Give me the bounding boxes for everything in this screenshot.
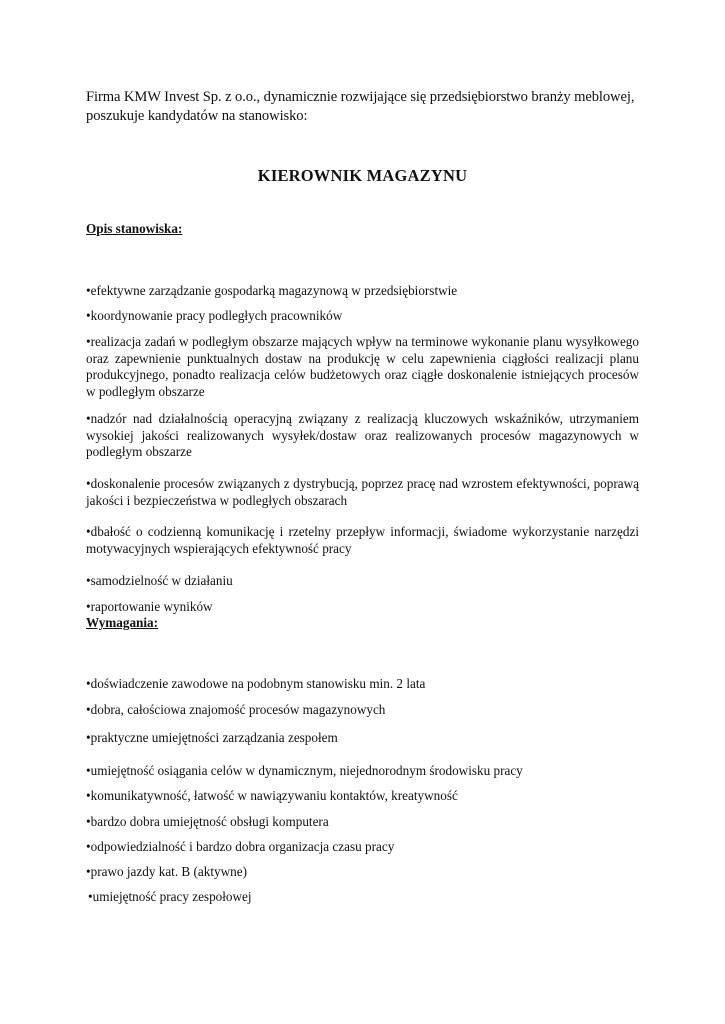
- opis-item: • raportowanie wyników: [86, 599, 639, 616]
- intro-paragraph: Firma KMW Invest Sp. z o.o., dynamicznie rozwijające się przedsiębiorstwo branży meblowej, poszukuje kandydatów na stanowisko:: [86, 89, 635, 124]
- wymagania-item: • praktyczne umiejętności zarządzania zespołem: [86, 730, 639, 747]
- opis-item: • dbałość o codzienną komunikację i rzetelny przepływ informacji, świadome wykorzystanie narzędzi motywacyjnych wspierających efektywność pracy: [86, 524, 639, 557]
- wymagania-item: • komunikatywność, łatwość w nawiązywaniu kontaktów, kreatywność: [86, 788, 639, 805]
- wymagania-item: • umiejętność osiągania celów w dynamicznym, niejednorodnym środowisku pracy: [86, 763, 639, 780]
- job-title: KIEROWNIK MAGAZYNU: [257, 166, 468, 185]
- wymagania-item: • prawo jazdy kat. B (aktywne): [86, 864, 639, 881]
- wymagania-item: • umiejętność pracy zespołowej: [88, 889, 641, 906]
- opis-item: • nadzór nad działalnością operacyjną związany z realizacją kluczowych wskaźników, utrzymaniem wysokiej jakości realizowanych wysyłek/dostaw oraz realizowanych procesów magazynowych w podległym obszarze: [86, 411, 639, 461]
- section-heading-opis: Opis stanowiska:: [86, 221, 183, 236]
- job-posting-document: [86, 88, 639, 904]
- section-heading-wymagania: Wymagania:: [86, 615, 159, 630]
- wymagania-item: • odpowiedzialność i bardzo dobra organizacja czasu pracy: [86, 839, 639, 856]
- wymagania-item: • dobra, całościowa znajomość procesów magazynowych: [86, 702, 639, 719]
- opis-item: • realizacja zadań w podległym obszarze mających wpływ na terminowe wykonanie planu wysyłkowego oraz zapewnienie punktualnych dostaw na produkcję w celu zapewnienia ciągłości realizacji planu produkcyjnego, ponadto realizacja celów budżetowych oraz ciągłe doskonalenie istniejących procesów w podległym obszarze: [86, 334, 639, 400]
- opis-item: • efektywne zarządzanie gospodarką magazynową w przedsiębiorstwie: [86, 283, 639, 300]
- opis-item: • doskonalenie procesów związanych z dystrybucją, poprzez pracę nad wzrostem efektywności, poprawą jakości i bezpieczeństwa w podległych obszarach: [86, 476, 639, 509]
- opis-item: • koordynowanie pracy podległych pracowników: [86, 308, 639, 325]
- opis-item: • samodzielność w działaniu: [86, 573, 639, 590]
- wymagania-item: • bardzo dobra umiejętność obsługi komputera: [86, 814, 639, 831]
- wymagania-item: • doświadczenie zawodowe na podobnym stanowisku min. 2 lata: [86, 676, 639, 693]
